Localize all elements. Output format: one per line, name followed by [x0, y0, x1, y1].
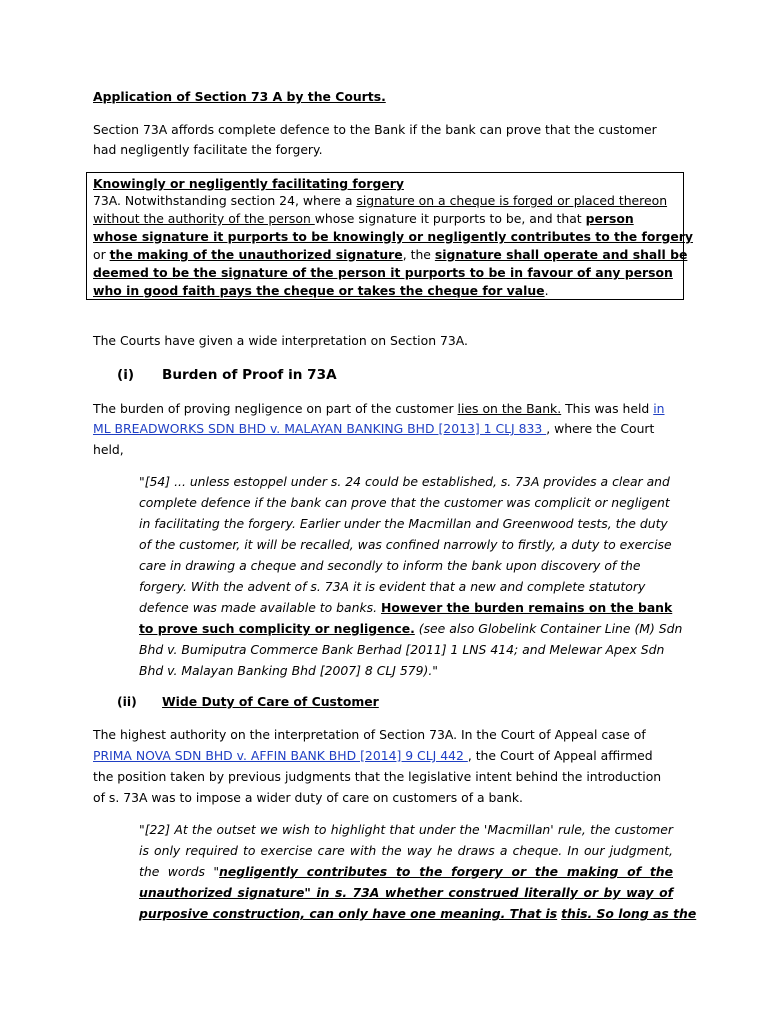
box-text-bold: the making of the unauthorized signature — [109, 247, 403, 262]
section-2-para-line-3: the position taken by previous judgments that the legislative intent behind the introduction — [93, 769, 662, 784]
para-text: The burden of proving negligence on part of the customer — [93, 401, 458, 416]
para-text-underlined: lies on the Bank. — [457, 401, 562, 416]
quote-1-line-4: of the customer, it will be recalled, was confined narrowly to firstly, a duty to exercise — [139, 537, 672, 552]
box-text-bold: signature shall operate and shall be — [434, 247, 688, 262]
section-2-title: Wide Duty of Care of Customer — [162, 694, 379, 709]
quote-2-line-2: is only required to exercise care with the way he draws a cheque. In our judgment, — [139, 843, 673, 858]
quote-1-line-9: Bhd v. Bumiputra Commerce Bank Berhad [2011] 1 LNS 414; and Melewar Apex Sdn — [139, 642, 665, 657]
section-1-number: (i) — [117, 367, 135, 383]
quote-text: (see also Globelink Container Line (M) Sdn — [414, 621, 683, 636]
quote-1-line-2: complete defence if the bank can prove that the customer was complicit or negligent — [139, 495, 670, 510]
quote-text-bold: to prove such complicity or negligence. — [139, 621, 415, 636]
para-text: This was held — [561, 401, 654, 416]
quote-text-bold: negligently contributes to the forgery or the making of the — [219, 864, 673, 879]
quote-1-line-1: "[54] ... unless estoppel under s. 24 could be established, s. 73A provides a clear and — [139, 474, 670, 489]
box-line-2 — [93, 210, 634, 228]
box-text-underlined: signature on a cheque is forged or placed thereon — [356, 193, 668, 208]
quote-1-line-10: Bhd v. Malayan Banking Bhd [2007] 8 CLJ 579)." — [139, 663, 439, 678]
para-text: , the Court of Appeal affirmed — [467, 748, 653, 763]
quote-1-line-3: in facilitating the forgery. Earlier under the Macmillan and Greenwood tests, the duty — [139, 516, 668, 531]
box-line-4 — [93, 246, 687, 264]
box-text: 73A. Notwithstanding section 24, where a — [93, 193, 357, 208]
document-title: Application of Section 73 A by the Courts. — [93, 89, 386, 104]
para-text: , where the Court — [546, 421, 655, 436]
case-link-ml-breadworks[interactable]: ML BREADWORKS SDN BHD v. MALAYAN BANKING BHD [2013] 1 CLJ 833 — [93, 421, 547, 436]
box-line-3: whose signature it purports to be knowingly or negligently contributes to the forgery — [93, 229, 693, 244]
courts-line: The Courts have given a wide interpretation on Section 73A. — [93, 333, 468, 348]
box-text: . — [544, 283, 549, 298]
quote-text-bold: purposive construction, can only have one meaning. That is — [139, 906, 558, 921]
quote-2-line-1: "[22] At the outset we wish to highlight that under the 'Macmillan' rule, the customer — [139, 822, 673, 837]
box-text-underlined: without the authority of the person — [93, 211, 315, 226]
section-1-para-line-2 — [93, 420, 654, 438]
quote-2-line-4: unauthorized signature" in s. 73A whether construed literally or by way of — [139, 885, 673, 900]
quote-2-line-5 — [139, 905, 697, 923]
section-2-para-line-2 — [93, 747, 653, 765]
box-line-5: deemed to be the signature of the person it purports to be in favour of any person — [93, 265, 673, 280]
section-2-para-line-1: The highest authority on the interpretation of Section 73A. In the Court of Appeal case of — [93, 727, 646, 742]
quote-text: defence was made available to banks. — [139, 600, 381, 615]
section-1-para-line-3: held, — [93, 442, 124, 457]
box-heading: Knowingly or negligently facilitating forgery — [93, 176, 404, 191]
box-text-bold: person — [585, 211, 634, 226]
quote-2-line-3 — [139, 863, 673, 881]
box-line-1 — [93, 192, 667, 210]
case-link-in[interactable]: in — [653, 401, 665, 416]
box-line-6 — [93, 282, 549, 300]
quote-text: the words " — [139, 864, 220, 879]
section-2-para-line-4: of s. 73A was to impose a wider duty of care on customers of a bank. — [93, 790, 523, 805]
section-1-para-line-1 — [93, 400, 665, 418]
box-text: whose signature it purports to be, and that — [314, 211, 586, 226]
box-text: or — [93, 247, 110, 262]
quote-text-bold: this. So long as the — [561, 906, 697, 921]
quote-1-line-7 — [139, 599, 672, 617]
box-text-bold: who in good faith pays the cheque or takes the cheque for value — [93, 283, 545, 298]
section-2-number: (ii) — [117, 694, 137, 709]
case-link-prima-nova[interactable]: PRIMA NOVA SDN BHD v. AFFIN BANK BHD [2014] 9 CLJ 442 — [93, 748, 468, 763]
intro-line-1: Section 73A affords complete defence to the Bank if the bank can prove that the customer — [93, 122, 657, 137]
intro-line-2: had negligently facilitate the forgery. — [93, 142, 323, 157]
quote-1-line-5: care in drawing a cheque and secondly to inform the bank upon discovery of the — [139, 558, 641, 573]
quote-text-bold: However the burden remains on the bank — [380, 600, 673, 615]
box-text: , the — [402, 247, 435, 262]
quote-1-line-8 — [139, 620, 682, 638]
quote-1-line-6: forgery. With the advent of s. 73A it is evident that a new and complete statutory — [139, 579, 646, 594]
section-1-title: Burden of Proof in 73A — [162, 367, 337, 383]
